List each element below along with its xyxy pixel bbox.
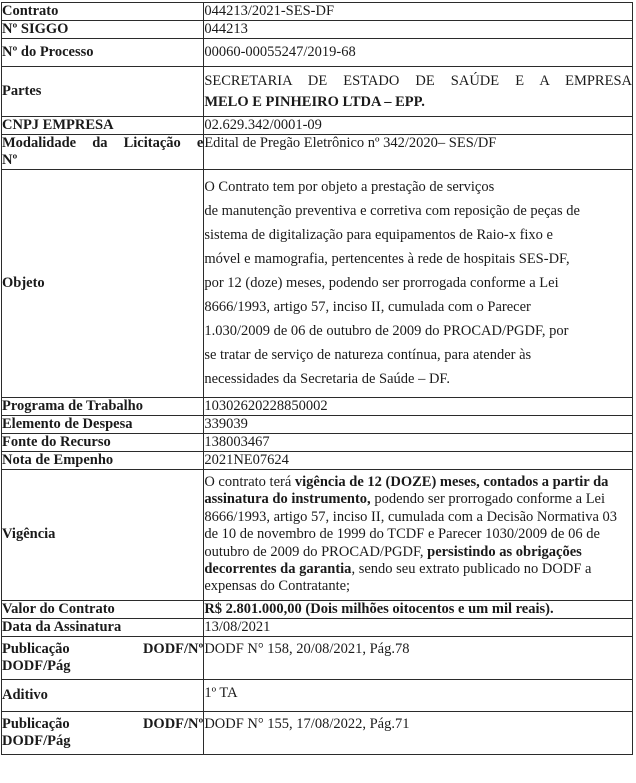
vigencia-segment: O contrato terá [204, 474, 295, 490]
row-value-elemento-despesa: 339039 [204, 416, 633, 434]
valor-contrato-text: R$ 2.801.000,00 (Dois milhões oitocentos e um mil reais). [204, 600, 554, 617]
row-label-vigencia: Vigência [2, 470, 204, 601]
objeto-line: móvel e mamografia, pertencentes à rede de hospitais SES-DF, [204, 251, 570, 267]
row-value-contrato: 044213/2021-SES-DF [204, 3, 633, 21]
vigencia-segment-bold: vigência de 12 (DOZE) meses, contados a partir da assinatura do instrumento, [204, 474, 609, 508]
publicacao-label-line-1 [2, 716, 203, 733]
publicacao-label-line-2: DODF/Pág [2, 732, 71, 749]
row-value-aditivo: 1º TA [204, 679, 633, 711]
row-value-modalidade: Edital de Pregão Eletrônico nº 342/2020– SES/DF [204, 135, 633, 170]
row-label-partes: Partes [2, 67, 204, 117]
row-label-processo: Nº do Processo [2, 39, 204, 67]
row-value-vigencia [204, 470, 633, 601]
objeto-line: se tratar de serviço de natureza contínua, para atender às [204, 347, 532, 363]
row-value-processo: 00060-00055247/2019-68 [204, 39, 633, 67]
table-row-programa-trabalho [2, 398, 633, 416]
objeto-line: O Contrato tem por objeto a prestação de serviços [204, 179, 495, 195]
row-label-modalidade [2, 135, 204, 170]
row-value-cnpj: 02.629.342/0001-09 [204, 117, 633, 135]
objeto-line: sistema de digitalização para equipamentos de Raio-x fixo e [204, 227, 553, 243]
row-label-valor-contrato: Valor do Contrato [2, 600, 204, 618]
table-row-elemento-despesa [2, 416, 633, 434]
objeto-line: 1.030/2009 de 06 de outubro de 2009 do PROCAD/PGDF, por [204, 323, 569, 339]
row-label-siggo: Nº SIGGO [2, 21, 204, 39]
table-row-contrato [2, 3, 633, 21]
modalidade-label-line-1: Modalidade da Licitação e [2, 135, 204, 151]
row-value-fonte-recurso: 138003467 [204, 434, 633, 452]
objeto-line: necessidades da Secretaria de Saúde – DF. [204, 371, 450, 387]
row-label-publicacao-dodf-2 [2, 711, 204, 754]
row-label-programa-trabalho: Programa de Trabalho [2, 398, 204, 416]
table-row-nota-empenho [2, 452, 633, 470]
table-row-vigencia [2, 470, 633, 601]
table-row-siggo [2, 21, 633, 39]
row-value-programa-trabalho: 10302620228850002 [204, 398, 633, 416]
publicacao-label-left: Publicação [2, 715, 70, 732]
publicacao-label-line-1 [2, 641, 203, 658]
row-value-partes [204, 67, 633, 117]
table-row-fonte-recurso [2, 434, 633, 452]
vigencia-segment-bold: persistindo as obrigações decorrentes da garantia [204, 543, 582, 578]
contract-details-table [1, 2, 633, 755]
table-row-valor-contrato [2, 600, 633, 618]
row-label-objeto: Objeto [2, 170, 204, 398]
row-label-contrato: Contrato [2, 3, 204, 21]
publicacao-label-left: Publicação [2, 640, 70, 657]
vigencia-segment: , sendo seu extrato publicado no DODF a expensas do Contratante; [204, 561, 592, 595]
row-value-publicacao-dodf-1: DODF N° 158, 20/08/2021, Pág.78 [204, 636, 633, 679]
row-value-data-assinatura: 13/08/2021 [204, 618, 633, 636]
table-row-aditivo [2, 679, 633, 711]
row-label-elemento-despesa: Elemento de Despesa [2, 416, 204, 434]
objeto-line: 8666/1993, artigo 57, inciso II, cumulada com o Parecer [204, 299, 531, 315]
row-label-nota-empenho: Nota de Empenho [2, 452, 204, 470]
publicacao-label-right: DODF/Nº [142, 715, 204, 732]
table-row-data-assinatura [2, 618, 633, 636]
row-label-fonte-recurso: Fonte do Recurso [2, 434, 204, 452]
table-row-objeto [2, 170, 633, 398]
modalidade-label-line-2: Nº [2, 152, 18, 168]
row-value-siggo: 044213 [204, 21, 633, 39]
row-label-publicacao-dodf-1 [2, 636, 204, 679]
vigencia-segment: podendo ser prorrogado conforme a Lei 8666/1993, artigo 57, inciso II, cumulada com a Decisão Normativa 03 de 10 de novembro de 1999 do TCDF e Parecer 1030/2009 de 06 de outubro de 2009 do PROCAD/PGDF, [204, 491, 618, 560]
objeto-line: de manutenção preventiva e corretiva com reposição de peças de [204, 203, 580, 219]
row-label-data-assinatura: Data da Assinatura [2, 618, 204, 636]
table-row-partes [2, 67, 633, 117]
table-row-publicacao-dodf-1 [2, 636, 633, 679]
table-row-cnpj [2, 117, 633, 135]
row-value-valor-contrato [204, 600, 633, 618]
row-label-cnpj: CNPJ EMPRESA [2, 117, 204, 135]
publicacao-label-right: DODF/Nº [142, 640, 204, 657]
publicacao-label-line-2: DODF/Pág [2, 657, 71, 674]
table-row-publicacao-dodf-2 [2, 711, 633, 754]
partes-line-2: MELO E PINHEIRO LTDA – EPP. [204, 94, 425, 110]
contract-document [0, 2, 636, 783]
table-row-processo [2, 39, 633, 67]
row-value-publicacao-dodf-2: DODF N° 155, 17/08/2022, Pág.71 [204, 711, 633, 754]
partes-line-1: SECRETARIA DE ESTADO DE SAÚDE E A EMPRESA [204, 73, 632, 89]
row-value-nota-empenho: 2021NE07624 [204, 452, 633, 470]
table-row-modalidade [2, 135, 633, 170]
row-label-aditivo: Aditivo [2, 679, 204, 711]
objeto-line: por 12 (doze) meses, podendo ser prorrogada conforme a Lei [204, 275, 559, 291]
row-value-objeto [204, 170, 633, 398]
